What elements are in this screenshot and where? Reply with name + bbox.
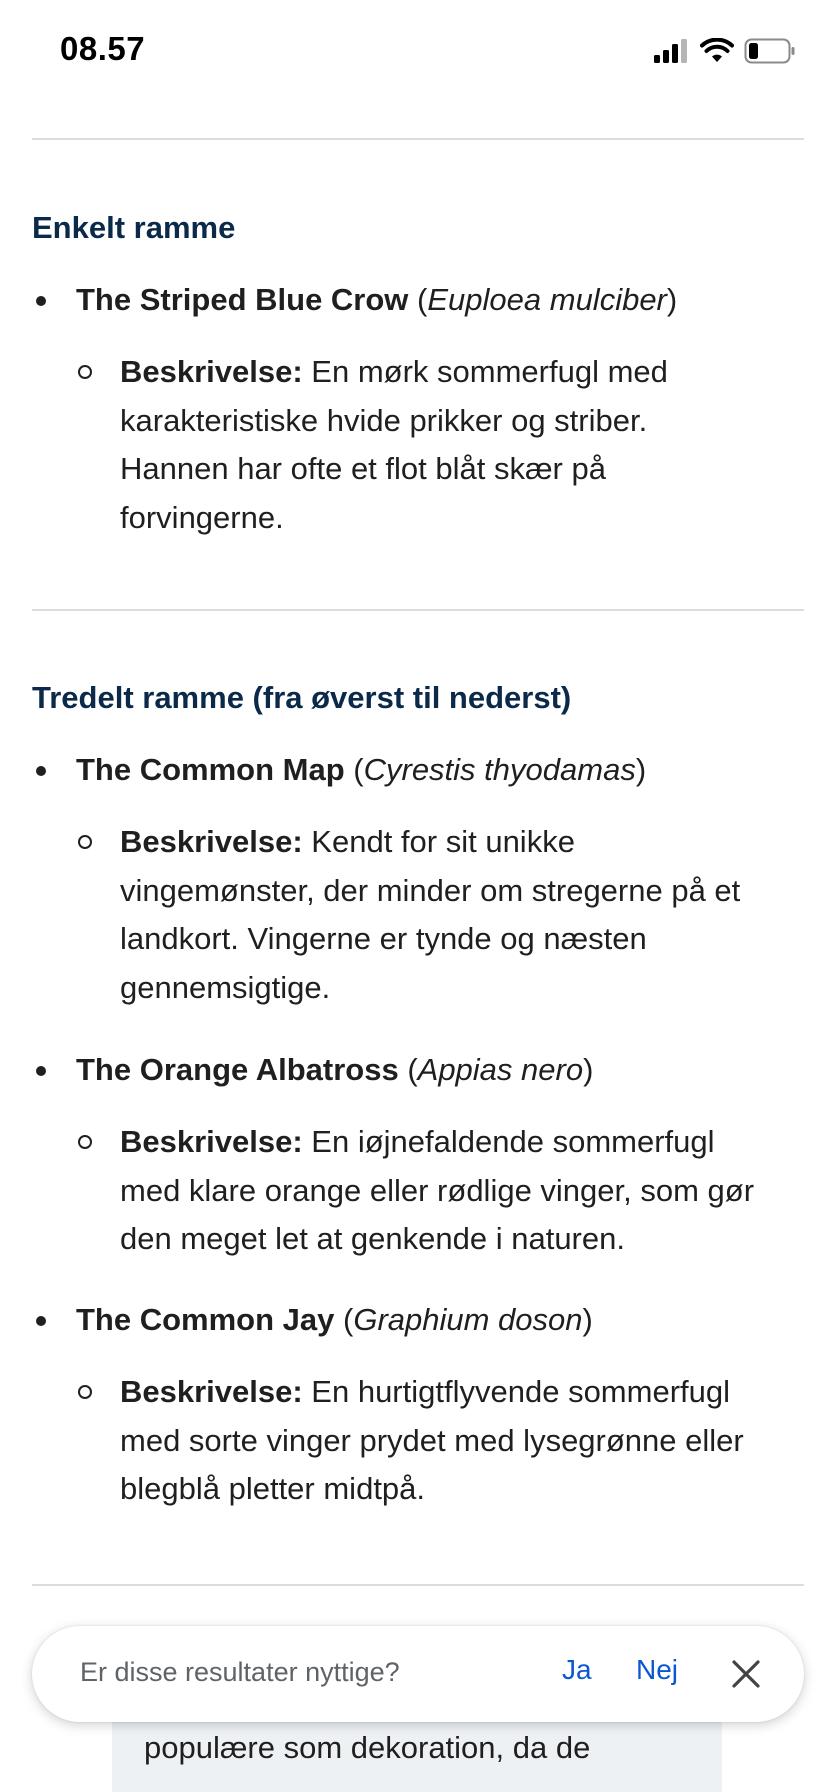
description-text: Hannen har ofte et flot blåt skær på: [120, 451, 606, 486]
description-text: karakteristiske hvide prikker og striber.: [120, 402, 648, 438]
close-icon: [724, 1652, 768, 1696]
feedback-bar: [32, 1626, 804, 1722]
close-button[interactable]: [724, 1652, 768, 1696]
wifi-icon: [700, 38, 734, 64]
cellular-signal-icon: [654, 39, 690, 63]
description-text: Kendt for sit unikke: [302, 824, 575, 859]
divider: [32, 138, 804, 140]
status-icons: [654, 34, 796, 68]
butterfly-name: The Common Map: [76, 752, 345, 787]
description: [78, 818, 798, 1018]
latin-name: Euploea mulciber: [427, 282, 667, 317]
sub-bullet-icon: [78, 835, 92, 849]
description-label: Beskrivelse:: [120, 824, 303, 859]
butterfly-name: The Common Jay: [76, 1302, 335, 1337]
description: [78, 1118, 798, 1268]
description-text: landkort. Vingerne er tynde og næsten: [120, 921, 647, 956]
description-text: den meget let at genkende i naturen.: [120, 1221, 625, 1256]
description-label: Beskrivelse:: [120, 354, 303, 389]
sub-bullet-icon: [78, 1385, 92, 1399]
description-text: vingemønster, der minder om stregerne på et: [120, 872, 741, 908]
status-time: 08.57: [60, 30, 146, 67]
description-text: En mørk sommerfugl med: [302, 354, 668, 389]
description-text: med sorte vinger prydet med lysegrønne eller: [120, 1422, 744, 1458]
sub-bullet-icon: [78, 1135, 92, 1149]
bullet-icon: [36, 766, 46, 776]
section-heading: Enkelt ramme: [32, 210, 236, 245]
description-label: Beskrivelse:: [120, 1374, 303, 1409]
butterfly-name: The Orange Albatross: [76, 1052, 399, 1087]
description-text: forvingerne.: [120, 499, 284, 535]
sub-bullet-icon: [78, 365, 92, 379]
latin-name: Appias nero: [417, 1052, 584, 1087]
description: [78, 348, 798, 548]
feedback-no-button[interactable]: Nej: [636, 1654, 679, 1685]
feedback-yes-button[interactable]: Ja: [562, 1654, 592, 1685]
section-heading: Tredelt ramme (fra øverst til nederst): [32, 680, 572, 715]
status-bar: [0, 0, 828, 100]
list-item: The Common Map (Cyrestis thyodamas): [32, 746, 792, 794]
bullet-icon: [36, 1316, 46, 1326]
battery-icon: [744, 38, 796, 64]
list-item: The Striped Blue Crow (Euploea mulciber): [32, 276, 792, 324]
description-text: gennemsigtige.: [120, 969, 331, 1005]
latin-name: Graphium doson: [353, 1302, 583, 1337]
description-text: En iøjnefaldende sommerfugl: [302, 1124, 715, 1159]
description-label: Beskrivelse:: [120, 1124, 303, 1159]
feedback-question: Er disse resultater nyttige?: [80, 1657, 400, 1687]
list-item: The Common Jay (Graphium doson): [32, 1296, 792, 1344]
description-text: blegblå pletter midtpå.: [120, 1471, 426, 1506]
divider: [32, 609, 804, 611]
divider: [32, 1584, 804, 1586]
bullet-icon: [36, 296, 46, 306]
bullet-icon: [36, 1066, 46, 1076]
description-text: En hurtigtflyvende sommerfugl: [302, 1374, 730, 1409]
description-text: med klare orange eller rødlige vinger, som gør: [120, 1172, 755, 1208]
butterfly-name: The Striped Blue Crow: [76, 282, 409, 317]
result-card-text: populære som dekoration, da de: [144, 1730, 591, 1765]
list-item: The Orange Albatross (Appias nero): [32, 1046, 792, 1094]
description: [78, 1368, 798, 1518]
latin-name: Cyrestis thyodamas: [363, 752, 636, 787]
